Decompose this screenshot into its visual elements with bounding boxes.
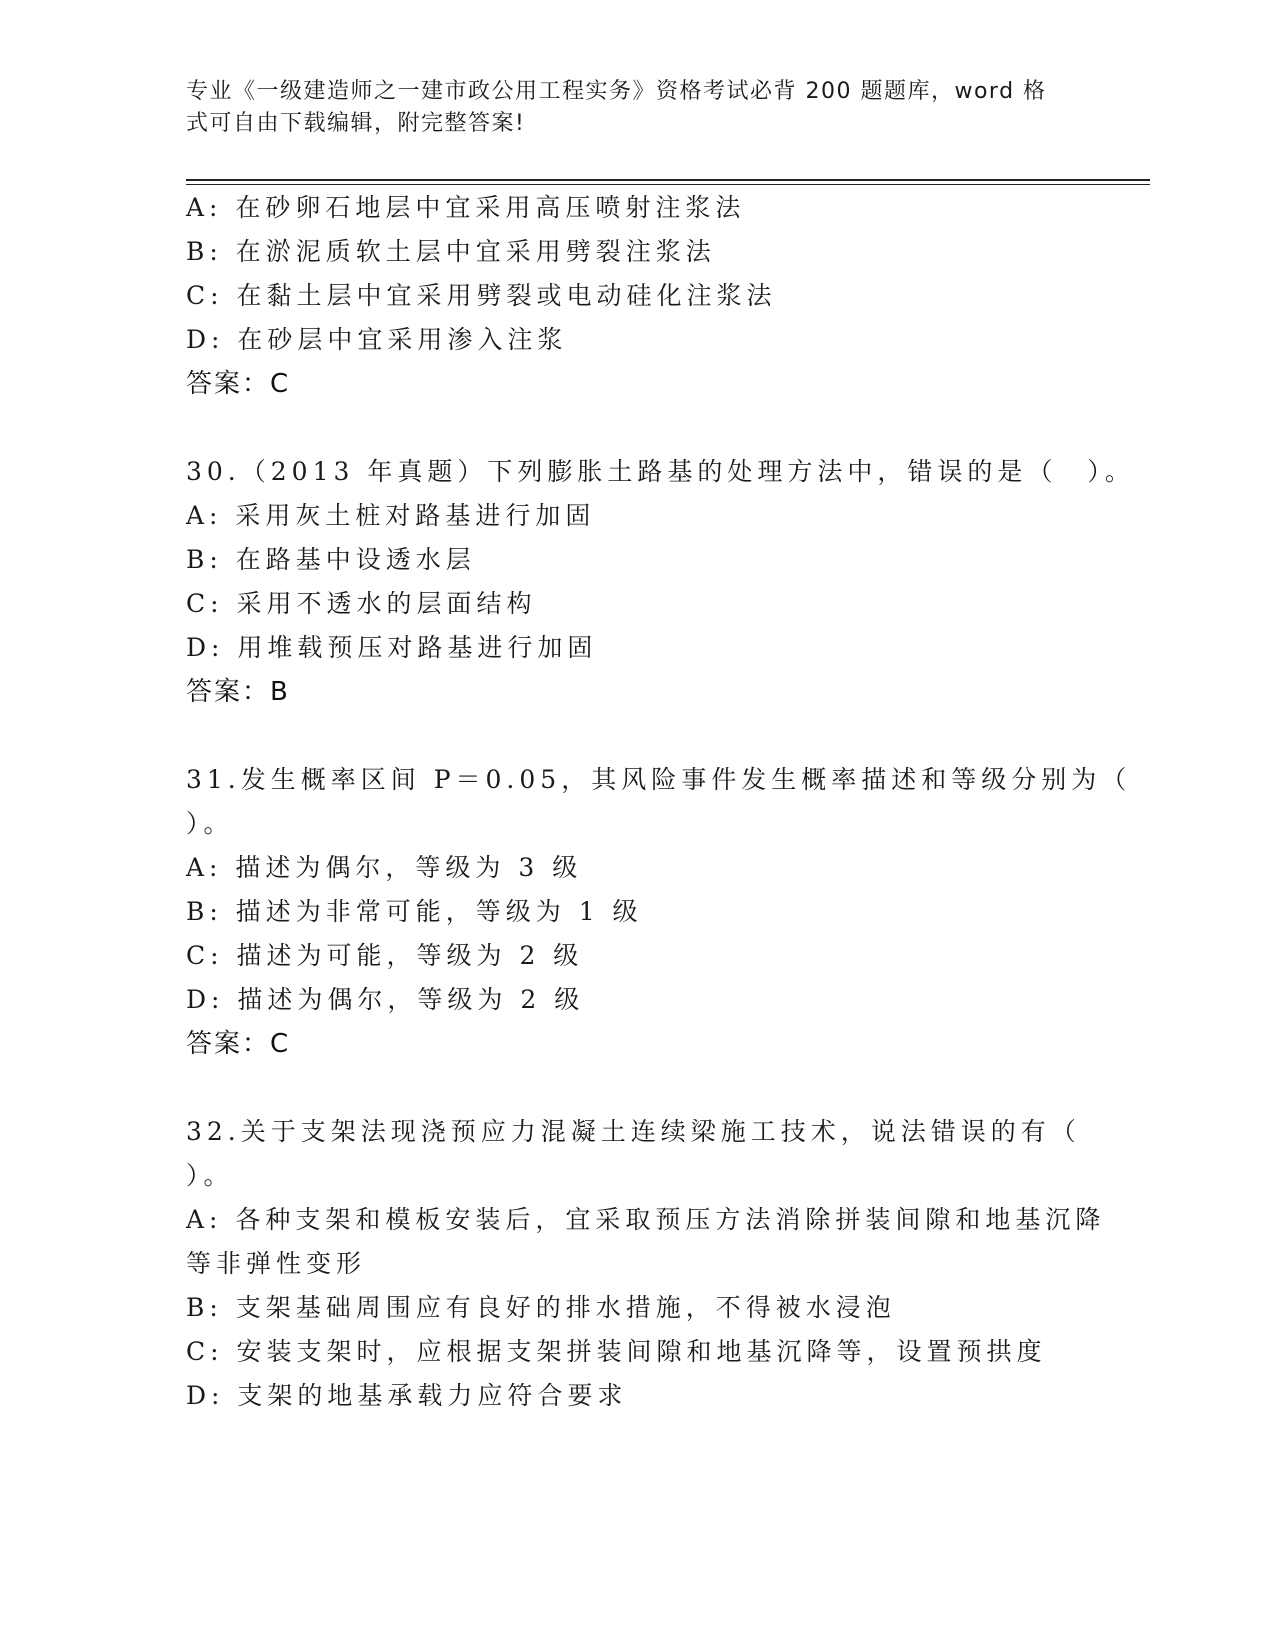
q32-option-c: C: 安装支架时，应根据支架拼装间隙和地基沉降等，设置预拱度 — [186, 1337, 1047, 1366]
q30-stem: 30.（2013 年真题）下列膨胀土路基的处理方法中，错误的是（ ）。 — [186, 457, 1135, 486]
q32-option-a-line-1: A: 各种支架和模板安装后，宜采取预压方法消除拼装间隙和地基沉降 — [186, 1205, 1106, 1234]
q32-option-b: B: 支架基础周围应有良好的排水措施，不得被水浸泡 — [186, 1293, 896, 1322]
q29-option-b: B: 在淤泥质软土层中宜采用劈裂注浆法 — [186, 237, 716, 266]
q30-option-a: A: 采用灰土桩对路基进行加固 — [186, 501, 596, 530]
q31-option-b: B: 描述为非常可能，等级为 1 级 — [186, 897, 643, 926]
q32-stem-line-2: ）。 — [186, 1161, 234, 1190]
q30-answer: 答案：B — [186, 677, 290, 707]
q31-option-d: D: 描述为偶尔，等级为 2 级 — [186, 985, 585, 1014]
header-line-2: 式可自由下载编辑，附完整答案! — [186, 111, 526, 136]
q31-stem-line-1: 31.发生概率区间 P＝0.05，其风险事件发生概率描述和等级分别为（ — [186, 765, 1132, 794]
header-rule-thick — [186, 179, 1150, 181]
header-line-1: 专业《一级建造师之一建市政公用工程实务》资格考试必背 200 题题库，word 格 — [186, 79, 1047, 104]
q31-stem-line-2: ）。 — [186, 809, 234, 838]
q32-stem-line-1: 32.关于支架法现浇预应力混凝土连续梁施工技术，说法错误的有（ — [186, 1117, 1081, 1146]
q30-option-d: D: 用堆载预压对路基进行加固 — [186, 633, 598, 662]
q30-option-b: B: 在路基中设透水层 — [186, 545, 476, 574]
q29-option-a: A: 在砂卵石地层中宜采用高压喷射注浆法 — [186, 193, 746, 222]
q31-option-c: C: 描述为可能，等级为 2 级 — [186, 941, 584, 970]
header-rule-thin — [186, 184, 1150, 185]
q29-option-d: D: 在砂层中宜采用渗入注浆 — [186, 325, 568, 354]
q31-answer: 答案：C — [186, 1029, 291, 1059]
q29-answer: 答案：C — [186, 369, 291, 399]
q29-option-c: C: 在黏土层中宜采用劈裂或电动硅化注浆法 — [186, 281, 777, 310]
q31-option-a: A: 描述为偶尔，等级为 3 级 — [186, 853, 583, 882]
q32-option-d: D: 支架的地基承载力应符合要求 — [186, 1381, 628, 1410]
document-header — [186, 76, 1066, 140]
q32-option-a-line-2: 等非弹性变形 — [186, 1249, 367, 1278]
q30-option-c: C: 采用不透水的层面结构 — [186, 589, 537, 618]
